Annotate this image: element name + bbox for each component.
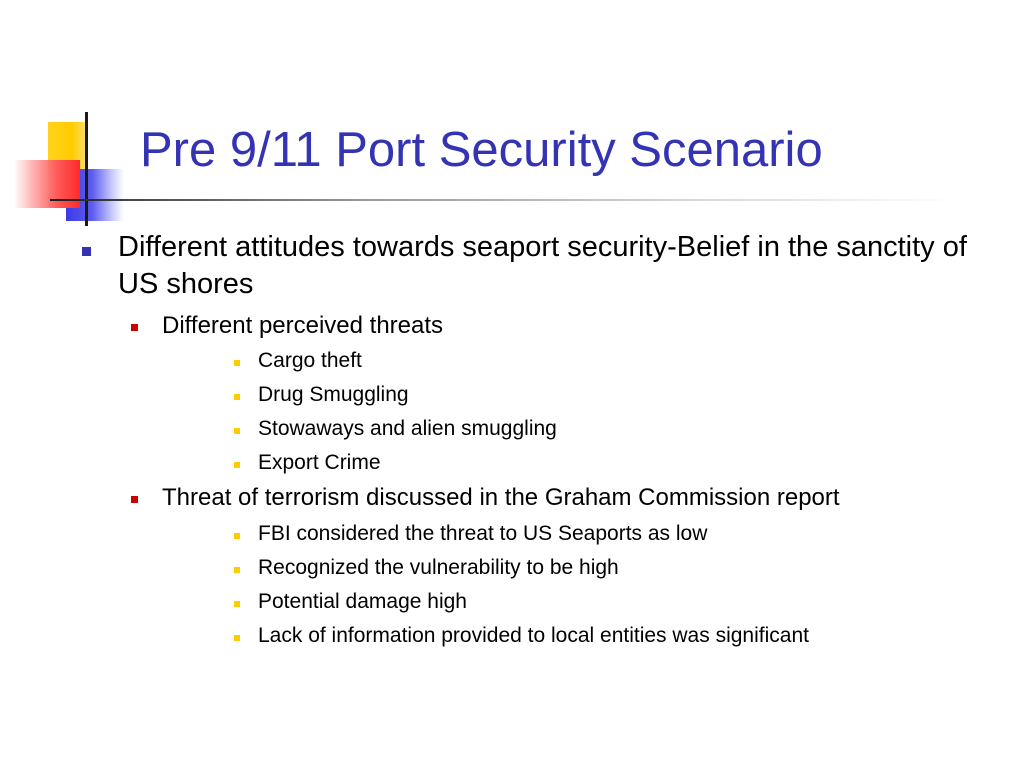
list-item: FBI considered the threat to US Seaports as low xyxy=(258,522,708,545)
main-bullet-text: Different attitudes towards seaport security-Belief in the sanctity of US shores xyxy=(118,231,967,300)
slide-title: Pre 9/11 Port Security Scenario xyxy=(140,123,823,177)
group-label: Different perceived threats xyxy=(162,312,444,339)
group-label: Threat of terrorism discussed in the Graham Commission report xyxy=(162,484,840,511)
level3-bullet-icon xyxy=(234,635,240,641)
level2-bullet-icon xyxy=(131,324,138,331)
level3-bullet-icon xyxy=(234,567,240,573)
level2-bullet-icon xyxy=(131,496,138,503)
list-item: Recognized the vulnerability to be high xyxy=(258,556,619,579)
list-item: Stowaways and alien smuggling xyxy=(258,417,557,440)
list-item: Potential damage high xyxy=(258,590,467,613)
level3-bullet-icon xyxy=(234,601,240,607)
list-item: Drug Smuggling xyxy=(258,383,409,406)
level1-bullet-icon xyxy=(82,247,91,256)
level3-bullet-icon xyxy=(234,360,240,366)
level3-bullet-icon xyxy=(234,533,240,539)
list-item: Lack of information provided to local entities was significant xyxy=(258,624,809,647)
list-item: Export Crime xyxy=(258,451,381,474)
level3-bullet-icon xyxy=(234,462,240,468)
list-item: Cargo theft xyxy=(258,349,362,372)
level3-bullet-icon xyxy=(234,428,240,434)
level3-bullet-icon xyxy=(234,394,240,400)
